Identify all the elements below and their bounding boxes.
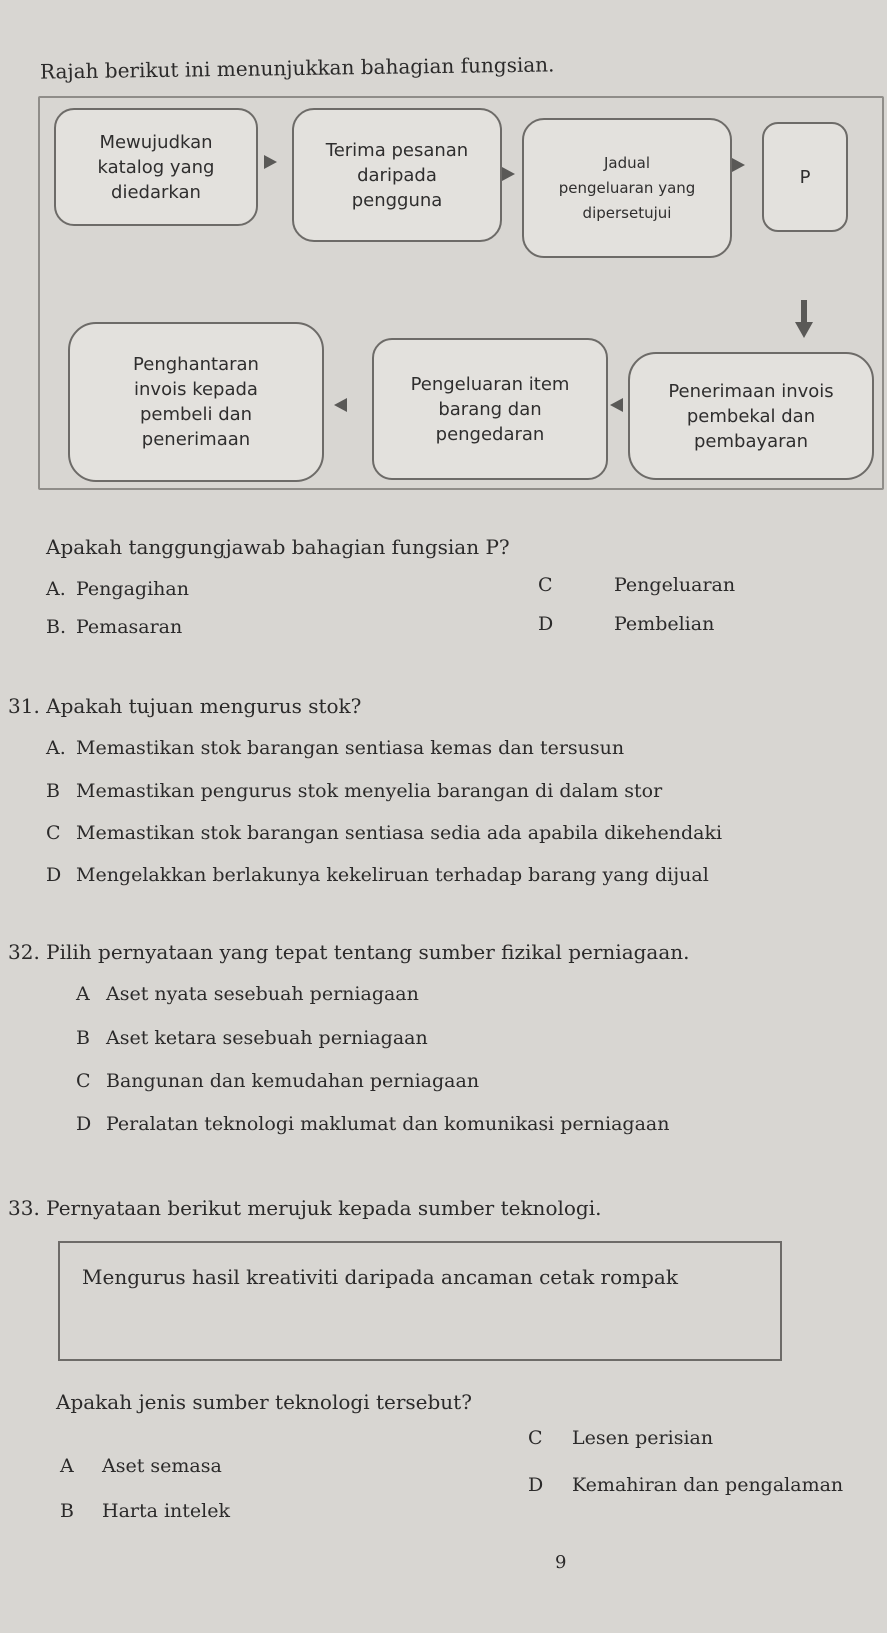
option-text: Lesen perisian bbox=[572, 1427, 714, 1449]
option-text: Pengagihan bbox=[76, 578, 189, 600]
arrow-down-stem bbox=[801, 300, 807, 324]
option-letter: B bbox=[60, 1500, 74, 1522]
q31-option-c bbox=[46, 822, 722, 844]
flow-box-invoice-receipt-text: Penerimaan invois pembekal dan pembayaran bbox=[668, 380, 834, 452]
intro-text: Rajah berikut ini menunjukkan bahagian fungsian. bbox=[39, 52, 555, 84]
page-number: 9 bbox=[555, 1552, 567, 1573]
q33-option-a bbox=[60, 1455, 222, 1477]
q33-option-c bbox=[528, 1427, 713, 1449]
option-letter: D bbox=[538, 613, 554, 635]
option-letter: C bbox=[528, 1427, 543, 1449]
option-text: Pengeluaran bbox=[614, 574, 736, 596]
statement-text: Mengurus hasil kreativiti daripada ancaman cetak rompak bbox=[82, 1265, 678, 1289]
flow-box-p bbox=[762, 122, 848, 232]
option-letter: B bbox=[76, 1027, 90, 1049]
arrow-right-icon bbox=[732, 158, 745, 172]
option-text: Memastikan pengurus stok menyelia barangan di dalam stor bbox=[76, 780, 663, 802]
option-letter: A bbox=[60, 1455, 74, 1477]
question-30-text: Apakah tanggungjawab bahagian fungsian P? bbox=[46, 535, 510, 559]
q30-option-d bbox=[538, 613, 714, 635]
question-33-subquestion: Apakah jenis sumber teknologi tersebut? bbox=[56, 1390, 472, 1414]
flow-box-p-label: P bbox=[799, 166, 811, 188]
option-letter: A bbox=[76, 983, 90, 1005]
q32-option-c bbox=[76, 1070, 479, 1092]
question-31-text: 31. Apakah tujuan mengurus stok? bbox=[8, 694, 362, 718]
flow-box-catalog bbox=[54, 108, 258, 226]
q33-option-d bbox=[528, 1474, 843, 1496]
flow-box-production bbox=[372, 338, 608, 480]
option-text: Harta intelek bbox=[102, 1500, 231, 1522]
option-letter: B bbox=[46, 780, 60, 802]
flow-box-orders-text: Terima pesanan daripada pengguna bbox=[325, 139, 469, 211]
arrow-right-icon bbox=[502, 167, 515, 181]
flow-box-schedule-text: Jadual pengeluaran yang dipersetujui bbox=[558, 153, 696, 222]
q30-option-b bbox=[46, 616, 182, 638]
arrow-left-icon bbox=[610, 398, 623, 412]
q32-option-d bbox=[76, 1113, 669, 1135]
flow-box-delivery bbox=[68, 322, 324, 482]
question-32-text: 32. Pilih pernyataan yang tepat tentang sumber fizikal perniagaan. bbox=[8, 940, 690, 964]
flow-box-invoice-receipt bbox=[628, 352, 874, 480]
option-letter: A. bbox=[46, 737, 66, 759]
q31-option-b bbox=[46, 780, 662, 802]
option-text: Peralatan teknologi maklumat dan komunikasi perniagaan bbox=[106, 1113, 670, 1135]
option-letter: C bbox=[538, 574, 553, 596]
option-text: Pembelian bbox=[614, 613, 715, 635]
option-letter: A. bbox=[46, 578, 66, 600]
q33-option-b bbox=[60, 1500, 230, 1522]
option-text: Mengelakkan berlakunya kekeliruan terhadap barang yang dijual bbox=[76, 864, 709, 886]
q31-option-a bbox=[46, 737, 624, 759]
question-33-text: 33. Pernyataan berikut merujuk kepada sumber teknologi. bbox=[8, 1196, 602, 1220]
option-letter: D bbox=[46, 864, 62, 886]
option-text: Kemahiran dan pengalaman bbox=[572, 1474, 844, 1496]
q32-option-a bbox=[76, 983, 419, 1005]
arrow-left-icon bbox=[334, 398, 347, 412]
statement-box bbox=[58, 1241, 782, 1361]
q31-option-d bbox=[46, 864, 709, 886]
option-letter: D bbox=[528, 1474, 544, 1496]
option-text: Aset semasa bbox=[102, 1455, 222, 1477]
option-text: Memastikan stok barangan sentiasa kemas dan tersusun bbox=[76, 737, 625, 759]
flow-box-schedule bbox=[522, 118, 732, 258]
option-letter: C bbox=[46, 822, 61, 844]
flow-box-orders bbox=[292, 108, 502, 242]
q30-option-c bbox=[538, 574, 735, 596]
arrow-right-icon bbox=[264, 155, 277, 169]
flow-box-production-text: Pengeluaran item barang dan pengedaran bbox=[410, 373, 570, 445]
arrow-down-icon bbox=[795, 322, 813, 338]
q32-option-b bbox=[76, 1027, 428, 1049]
flow-box-catalog-text: Mewujudkan katalog yang diedarkan bbox=[97, 131, 215, 203]
q30-option-a bbox=[46, 578, 189, 600]
option-letter: C bbox=[76, 1070, 91, 1092]
option-text: Memastikan stok barangan sentiasa sedia ada apabila dikehendaki bbox=[76, 822, 723, 844]
option-text: Bangunan dan kemudahan perniagaan bbox=[106, 1070, 480, 1092]
option-letter: B. bbox=[46, 616, 67, 638]
option-text: Pemasaran bbox=[76, 616, 183, 638]
option-letter: D bbox=[76, 1113, 92, 1135]
flow-box-delivery-text: Penghantaran invois kepada pembeli dan penerimaan bbox=[133, 354, 259, 450]
option-text: Aset nyata sesebuah perniagaan bbox=[106, 983, 419, 1005]
option-text: Aset ketara sesebuah perniagaan bbox=[106, 1027, 428, 1049]
